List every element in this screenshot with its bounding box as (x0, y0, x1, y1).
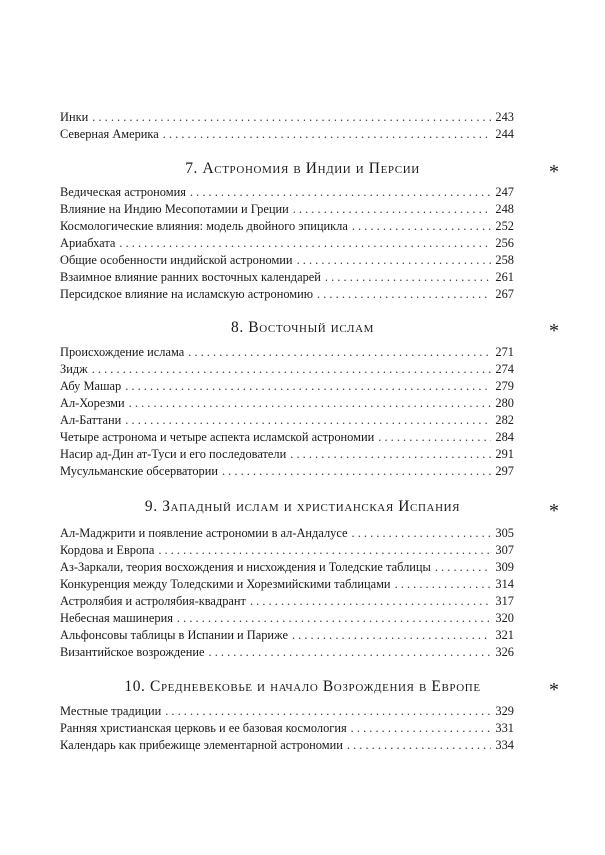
dot-leader (317, 286, 491, 303)
toc-entry-title: Конкуренция между Толедскими и Хорезмийскими таблицами (60, 577, 391, 591)
dot-leader (250, 593, 491, 610)
dot-leader (163, 126, 491, 143)
dot-leader (190, 184, 491, 201)
dot-leader (435, 559, 491, 576)
dot-leader (352, 218, 491, 235)
toc-entry[interactable] (60, 737, 514, 754)
toc-entry-title: Ал-Баттани (60, 413, 122, 427)
toc-entry-title: Ал-Маджрити и появление астрономии в ал-Андалусе (60, 526, 348, 540)
toc-entry[interactable] (60, 429, 514, 446)
toc-entry-page: 317 (495, 594, 514, 608)
toc-entry-page: 321 (495, 628, 514, 642)
toc-entry-title: Аз-Заркали, теория восхождения и нисхождения и Толедские таблицы (60, 560, 431, 574)
dot-leader (92, 109, 491, 126)
asterisk-marker: * (549, 161, 559, 183)
dot-leader (347, 737, 491, 754)
dot-leader (292, 627, 491, 644)
toc-entry-page: 334 (495, 738, 514, 752)
toc-entry-title: Ранняя христианская церковь и ее базовая космология (60, 721, 347, 735)
toc-entry-title: Ариабхата (60, 236, 116, 250)
toc-entry[interactable] (60, 126, 514, 143)
toc-entry[interactable] (60, 644, 514, 661)
toc-entry-page: 244 (495, 127, 514, 141)
toc-entry-page: 258 (495, 253, 514, 267)
toc-entry[interactable] (60, 412, 514, 429)
dot-leader (209, 644, 492, 661)
toc-entry-page: 261 (495, 270, 514, 284)
toc-entry-title: Византийское возрождение (60, 645, 205, 659)
toc-entry[interactable] (60, 395, 514, 412)
toc-entry-page: 247 (495, 185, 514, 199)
toc-entry[interactable] (60, 720, 514, 737)
toc-entry-page: 329 (495, 704, 514, 718)
dot-leader (297, 252, 491, 269)
toc-entry-page: 274 (495, 362, 514, 376)
toc-entry-page: 326 (495, 645, 514, 659)
toc-entry-page: 267 (495, 287, 514, 301)
toc-chapter-list (60, 525, 514, 661)
toc-entry-page: 271 (495, 345, 514, 359)
toc-entry-title: Космологические влияния: модель двойного эпицикла (60, 219, 348, 233)
toc-chapter-list (60, 344, 514, 480)
dot-leader (125, 412, 491, 429)
dot-leader (290, 446, 491, 463)
toc-entry-page: 307 (495, 543, 514, 557)
dot-leader (378, 429, 491, 446)
toc-entry[interactable] (60, 627, 514, 644)
toc-entry-page: 291 (495, 447, 514, 461)
toc-entry[interactable] (60, 252, 514, 269)
toc-entry[interactable] (60, 109, 514, 126)
toc-entry-page: 320 (495, 611, 514, 625)
toc-entry-title: Небесная машинерия (60, 611, 173, 625)
toc-entry-page: 297 (495, 464, 514, 478)
dot-leader (352, 525, 492, 542)
dot-leader (129, 395, 491, 412)
dot-leader (188, 344, 491, 361)
toc-entry[interactable] (60, 344, 514, 361)
toc-entry-title: Астролябия и астролябия-квадрант (60, 594, 246, 608)
chapter-heading[interactable]: 9. Западный ислам и христианская Испания (144, 498, 461, 515)
toc-entry-title: Альфонсовы таблицы в Испании и Париже (60, 628, 288, 642)
toc-intro-list (60, 109, 514, 143)
asterisk-marker: * (549, 320, 559, 342)
toc-entry[interactable] (60, 378, 514, 395)
toc-entry-title: Зидж (60, 362, 88, 376)
toc-entry-title: Ведическая астрономия (60, 185, 186, 199)
toc-entry-page: 331 (495, 721, 514, 735)
toc-entry-page: 248 (495, 202, 514, 216)
toc-entry-title: Влияние на Индию Месопотамии и Греции (60, 202, 289, 216)
dot-leader (119, 235, 491, 252)
toc-entry-title: Происхождение ислама (60, 345, 185, 359)
toc-entry[interactable] (60, 463, 514, 480)
asterisk-marker: * (549, 679, 559, 701)
toc-entry-page: 256 (495, 236, 514, 250)
toc-entry[interactable] (60, 525, 514, 542)
toc-entry[interactable] (60, 235, 514, 252)
chapter-heading[interactable]: 7. Астрономия в Индии и Персии (185, 160, 420, 177)
toc-entry[interactable] (60, 576, 514, 593)
chapter-heading[interactable]: 10. Средневековье и начало Возрождения в Европе (124, 678, 481, 695)
dot-leader (125, 378, 491, 395)
toc-entry-title: Северная Америка (60, 127, 159, 141)
dot-leader (177, 610, 491, 627)
dot-leader (92, 361, 491, 378)
asterisk-marker: * (549, 500, 559, 522)
toc-chapter-list (60, 184, 514, 303)
toc-chapter-list (60, 703, 514, 754)
toc-entry[interactable] (60, 201, 514, 218)
toc-entry-page: 309 (495, 560, 514, 574)
toc-entry-title: Местные традиции (60, 704, 162, 718)
toc-entry-page: 282 (495, 413, 514, 427)
toc-entry-title: Общие особенности индийской астрономии (60, 253, 293, 267)
toc-entry[interactable] (60, 542, 514, 559)
toc-entry[interactable] (60, 593, 514, 610)
dot-leader (351, 720, 491, 737)
dot-leader (325, 269, 491, 286)
dot-leader (222, 463, 491, 480)
toc-entry-title: Четыре астронома и четыре аспекта исламской астрономии (60, 430, 375, 444)
toc-entry[interactable] (60, 269, 514, 286)
dot-leader (395, 576, 491, 593)
toc-entry-page: 305 (495, 526, 514, 540)
toc-entry-title: Кордова и Европа (60, 543, 155, 557)
toc-entry-page: 284 (495, 430, 514, 444)
toc-entry-title: Мусульманские обсерватории (60, 464, 218, 478)
toc-entry[interactable] (60, 361, 514, 378)
toc-entry[interactable] (60, 446, 514, 463)
toc-entry-title: Ал-Хорезми (60, 396, 125, 410)
toc-entry-title: Персидское влияние на исламскую астрономию (60, 287, 314, 301)
toc-entry[interactable] (60, 286, 514, 303)
toc-entry-title: Календарь как прибежище элементарной астрономии (60, 738, 343, 752)
toc-entry-page: 279 (495, 379, 514, 393)
toc-entry-page: 314 (495, 577, 514, 591)
toc-entry[interactable] (60, 218, 514, 235)
dot-leader (293, 201, 491, 218)
dot-leader (158, 542, 491, 559)
toc-entry-page: 280 (495, 396, 514, 410)
toc-entry[interactable] (60, 610, 514, 627)
chapter-heading[interactable]: 8. Восточный ислам (231, 319, 374, 336)
toc-entry[interactable] (60, 703, 514, 720)
toc-entry[interactable] (60, 559, 514, 576)
toc-entry-page: 252 (495, 219, 514, 233)
toc-entry-title: Насир ад-Дин ат-Туси и его последователи (60, 447, 287, 461)
toc-entry-title: Абу Машар (60, 379, 122, 393)
toc-entry-title: Инки (60, 110, 89, 124)
toc-entry-page: 243 (495, 110, 514, 124)
dot-leader (165, 703, 491, 720)
toc-entry-title: Взаимное влияние ранних восточных календарей (60, 270, 321, 284)
toc-entry[interactable] (60, 184, 514, 201)
